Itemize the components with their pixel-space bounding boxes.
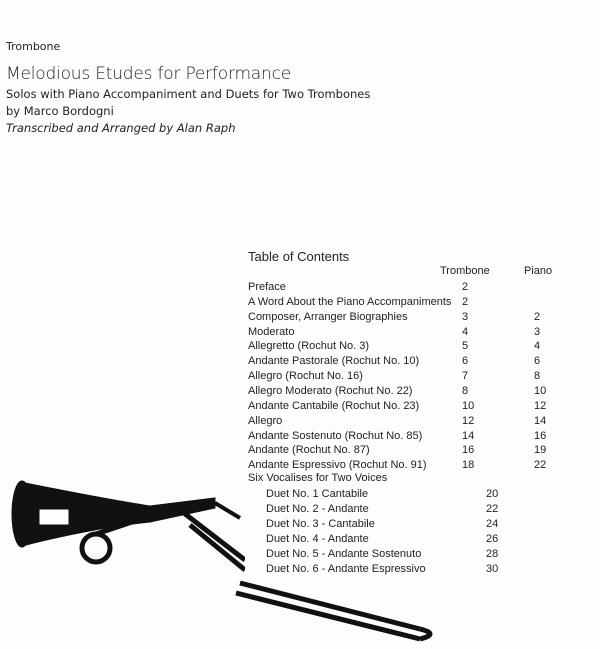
column-header-trombone: Trombone [440,265,490,277]
toc-entry [248,369,564,384]
entry-title-cell [248,339,462,354]
trombone-page: 3 [462,310,469,323]
entry-title-cell [248,310,462,325]
entry-title: Allegro [248,414,283,427]
trombone-page: 12 [462,414,475,427]
duet-entry [248,532,558,547]
entry-title: Andante Cantabile (Rochut No. 23) [248,399,420,412]
piano-page: 10 [534,384,547,397]
entry-title-cell [248,369,462,384]
trombone-page: 4 [462,325,469,338]
entry-title-cell [248,295,462,310]
entry-title-cell [248,325,462,340]
leader-dots [451,295,460,310]
leader-dots [421,547,484,562]
leader-dots [408,310,460,325]
duet-entry [248,547,558,562]
composer: by Marco Bordogni [6,104,114,118]
trombone-page: 2 [462,295,469,308]
trombone-page: 30 [486,563,499,575]
entry-title: Duet No. 6 - Andante Espressivo [266,563,426,575]
leader-dots [369,502,484,517]
piano-page: 3 [534,325,541,338]
toc-entry [248,384,564,399]
duet-entry [248,502,558,517]
entry-title-cell [248,280,462,295]
trombone-page: 14 [462,429,475,442]
leader-dots [369,532,484,547]
toc-entry [248,325,564,340]
entry-title-cell [266,502,486,517]
leader-dots [294,325,460,340]
piano-page: 12 [534,399,547,412]
leader-dots [422,429,460,444]
piano-page [534,295,564,310]
toc-entry [248,429,564,444]
entry-title-cell [248,458,462,473]
entry-title: Andante Espressivo (Rochut No. 91) [248,459,427,472]
entry-title-cell [248,399,462,414]
toc-entry [248,399,564,414]
leader-dots [412,384,460,399]
toc-entry [248,458,564,473]
toc-entry [248,310,564,325]
entry-title: Allegro Moderato (Rochut No. 22) [248,384,413,397]
leader-dots [370,443,460,458]
leader-dots [369,339,460,354]
trombone-page: 22 [486,503,499,515]
entry-title-cell [266,532,486,547]
toc-entry [248,443,564,458]
trombone-slide-illustration [0,579,440,649]
toc-entry [248,295,564,310]
section-heading: Six Vocalises for Two Voices [248,472,388,484]
leader-dots [427,458,460,473]
leader-dots [282,414,460,429]
instrument-label: Trombone [6,40,61,53]
entry-title: Preface [248,281,286,293]
entry-title-cell [248,384,462,399]
entry-title: Allegro (Rochut No. 16) [248,370,363,383]
trombone-page: 8 [462,384,469,397]
entry-title: Andante (Rochut No. 87) [248,444,370,457]
trombone-page: 10 [462,399,475,412]
trombone-page: 26 [486,533,499,545]
duet-entry [248,562,558,577]
entry-title: Duet No. 2 - Andante [266,503,369,515]
piano-page [534,280,564,295]
entry-title: Composer, Arranger Biographies [248,310,408,323]
piano-page: 16 [534,429,547,442]
arranger: Transcribed and Arranged by Alan Raph [6,121,236,135]
entry-title: Andante Sostenuto (Rochut No. 85) [248,429,423,442]
trombone-page: 28 [486,548,499,560]
entry-title-cell [248,443,462,458]
entry-title: Allegretto (Rochut No. 3) [248,340,370,353]
piano-page: 6 [534,355,541,368]
trombone-page: 7 [462,370,469,383]
toc-entry [248,414,564,429]
piano-page: 22 [534,459,547,472]
entry-title-cell [248,354,462,369]
entry-title-cell [266,487,486,502]
leader-dots [375,517,484,532]
trombone-page: 5 [462,340,469,353]
duet-entry [248,487,558,502]
trombone-page: 6 [462,355,469,368]
piano-page: 2 [534,310,541,323]
leader-dots [368,487,484,502]
entry-title-cell [248,414,462,429]
duet-entry [248,517,558,532]
toc-title: Table of Contents [248,249,350,264]
piano-page: 8 [534,370,541,383]
entry-title: Duet No. 4 - Andante [266,533,369,545]
trombone-page: 2 [462,281,469,293]
leader-dots [426,562,484,577]
trombone-page: 18 [462,459,475,472]
toc-entry [248,280,564,295]
leader-dots [286,280,460,295]
toc-entry [248,339,564,354]
entry-title-cell [266,517,486,532]
entry-title-cell [266,562,486,577]
toc-entry [248,354,564,369]
entry-title-cell [266,547,486,562]
column-header-piano: Piano [524,265,553,277]
piano-page: 19 [534,444,547,457]
leader-dots [419,354,460,369]
leader-dots [363,369,460,384]
trombone-page: 24 [486,518,499,530]
entry-title: Duet No. 5 - Andante Sostenuto [266,548,422,560]
entry-title: Duet No. 3 - Cantabile [266,518,375,530]
book-title: Melodious Etudes for Performance [6,64,291,84]
trombone-page: 20 [486,488,499,500]
trombone-bell-illustration [0,470,245,576]
subtitle: Solos with Piano Accompaniment and Duets for Two Trombones [6,87,371,101]
piano-page: 4 [534,340,541,353]
entry-title: Duet No. 1 Cantabile [266,488,369,500]
piano-page: 14 [534,414,547,427]
trombone-page: 16 [462,444,475,457]
entry-title: Andante Pastorale (Rochut No. 10) [248,355,420,368]
entry-title: A Word About the Piano Accompaniments [248,295,452,308]
leader-dots [419,399,460,414]
entry-title: Moderato [248,325,295,338]
entry-title-cell [248,429,462,444]
